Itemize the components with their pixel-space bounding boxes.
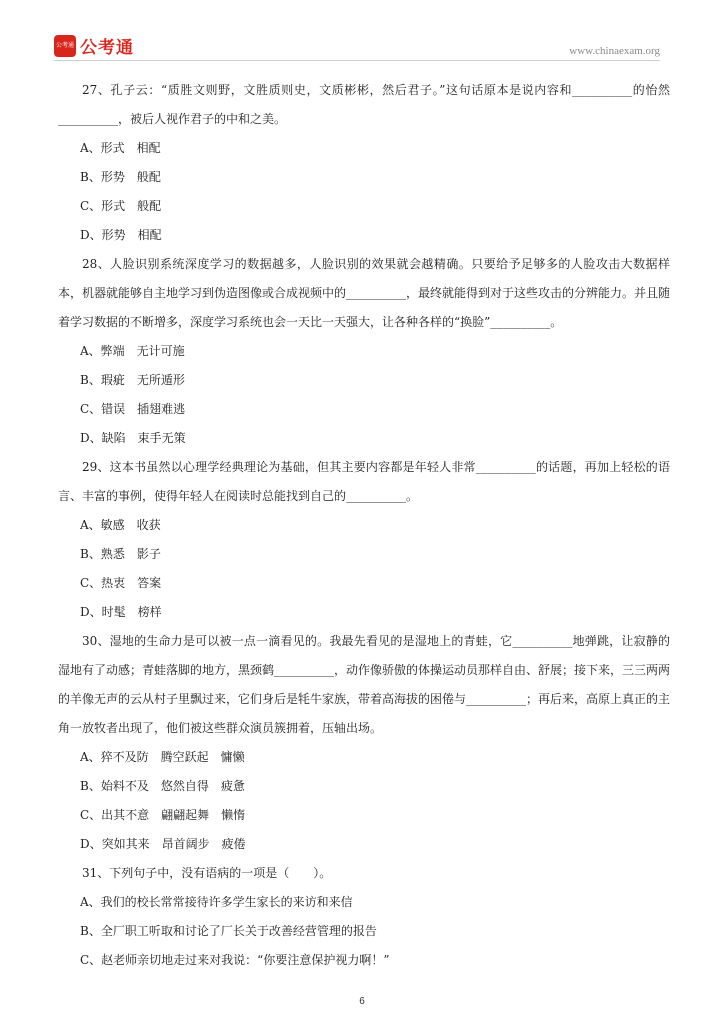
question-31 (58, 859, 670, 975)
question-30 (58, 627, 670, 859)
option-b: B、全厂职工听取和讨论了厂长关于改善经营管理的报告 (80, 924, 377, 938)
option-d: D、突如其来 昂首阔步 疲倦 (80, 837, 246, 851)
logo[interactable] (54, 33, 134, 58)
question-list (58, 76, 670, 975)
option-a: A、弊端 无计可施 (80, 344, 185, 358)
option-b: B、瑕疵 无所遁形 (80, 373, 185, 387)
page-number: 6 (359, 996, 365, 1007)
option-d: D、缺陷 束手无策 (80, 431, 186, 445)
logo-badge-icon: 公考通 (54, 35, 76, 57)
question-28 (58, 250, 670, 453)
option-c: C、错误 插翅难逃 (80, 402, 186, 416)
option-a: A、猝不及防 腾空跃起 慵懒 (80, 750, 245, 764)
option-b: B、形势 般配 (80, 170, 161, 184)
option-b: B、熟悉 影子 (80, 547, 161, 561)
option-c: C、形式 般配 (80, 199, 162, 213)
option-a: A、形式 相配 (80, 141, 161, 155)
question-text: 31、下列句子中，没有语病的一项是（ ）。 (82, 866, 332, 880)
option-d: D、形势 相配 (80, 228, 162, 242)
question-text: 28、人脸识别系统深度学习的数据越多，人脸识别的效果就会越精确。只要给予足够多的人脸攻击大数据样本，机器就能够自主地学习到伪造图像或合成视频中的__________，最终就能得到对于这些攻击的分辨能力。并且随着学习数据的不断增多，深度学习系统也会一天比一天强大，让各种各样的“换脸”__________。 (58, 257, 671, 329)
option-d: D、时髦 榜样 (80, 605, 162, 619)
option-c: C、热衷 答案 (80, 576, 162, 590)
option-a: A、我们的校长常常接待许多学生家长的来访和来信 (80, 895, 353, 909)
question-text: 27、孔子云：“质胜文则野，文胜质则史，文质彬彬，然后君子。”这句话原本是说内容和__________的怡然__________，被后人视作君子的中和之美。 (58, 83, 670, 126)
question-29 (58, 453, 670, 627)
page-header (0, 0, 724, 62)
site-url[interactable]: www.chinaexam.org (569, 45, 660, 57)
header-divider (54, 60, 660, 61)
question-27 (58, 76, 670, 250)
logo-text: 公考通 (80, 38, 134, 58)
option-b: B、始料不及 悠然自得 疲惫 (80, 779, 245, 793)
question-text: 30、湿地的生命力是可以被一点一滴看见的。我最先看见的是湿地上的青蛙，它__________地弹跳，让寂静的湿地有了动感；青蛙落脚的地方，黑颈鹤__________，动作像骄傲的体操运动员那样自由、舒展；接下来，三三两两的羊像无声的云从村子里飘过来，它们身后是牦牛家族，带着高海拔的困倦与__________；再后来，高原上真正的主角一放牧者出现了，他们被这些群众演员簇拥着，压轴出场。 (58, 634, 671, 735)
option-c: C、出其不意 翩翩起舞 懒惰 (80, 808, 246, 822)
option-c: C、赵老师亲切地走过来对我说：“你要注意保护视力啊！” (80, 953, 390, 967)
option-a: A、敏感 收获 (80, 518, 161, 532)
question-text: 29、这本书虽然以心理学经典理论为基础，但其主要内容都是年轻人非常__________的话题，再加上轻松的语言、丰富的事例，使得年轻人在阅读时总能找到自己的__________。 (58, 460, 670, 503)
